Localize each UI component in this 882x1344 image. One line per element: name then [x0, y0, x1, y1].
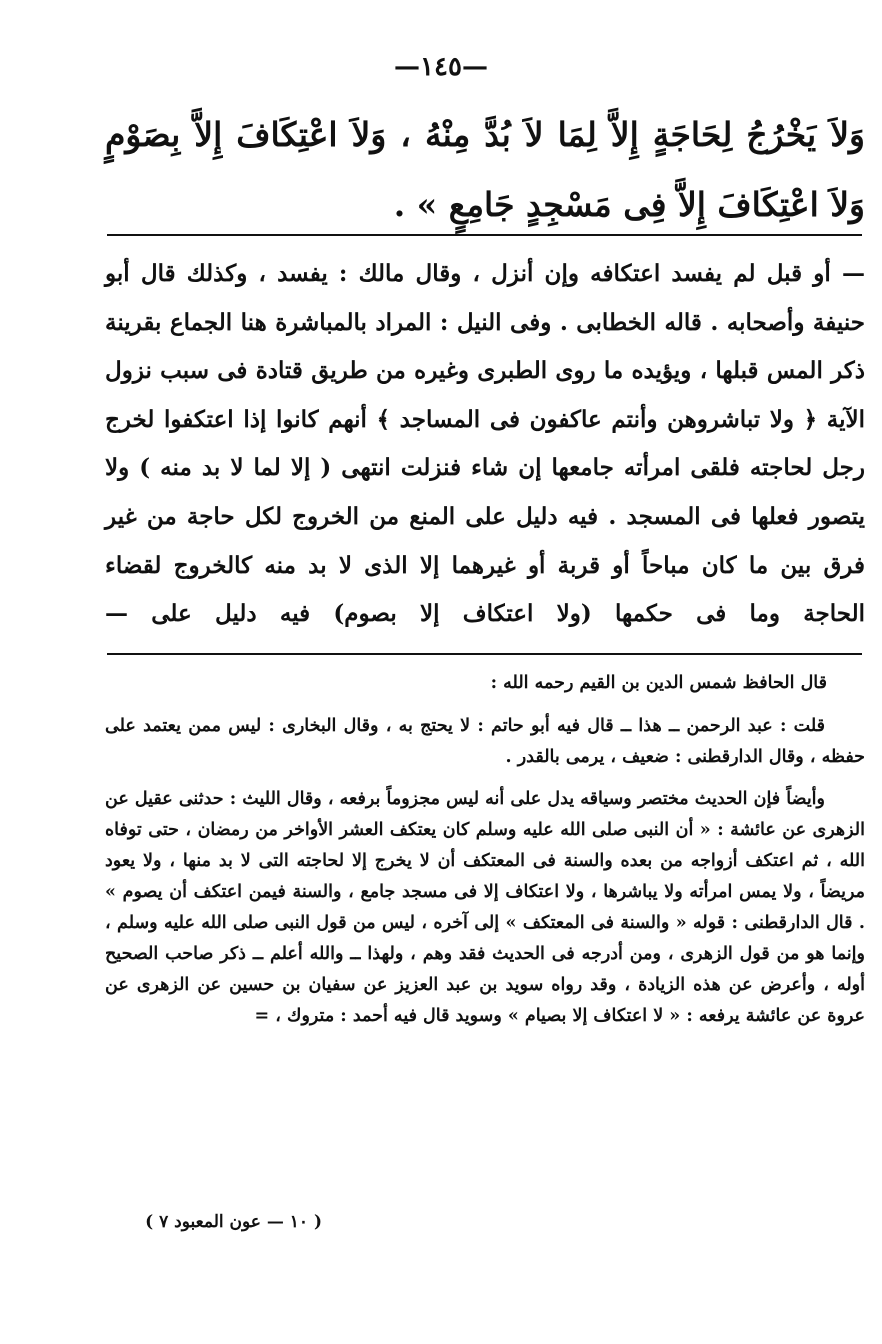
divider-middle — [107, 653, 862, 655]
ibn-qayyim-attribution: قال الحافظ شمس الدين بن القيم رحمه الله : — [490, 673, 827, 693]
ibn-qayyim-section — [105, 668, 865, 1032]
ibn-qayyim-paragraph-1: قلت : عبد الرحمن ــ هذا ــ قال فيه أبو حاتم : لا يحتج به ، وقال البخارى : ليس ممن يعتمد على حفظه ، وقال الدارقطنى : ضعيف ، يرمى بالقدر . — [105, 716, 865, 767]
page-number: —١٤٥— — [394, 52, 488, 82]
commentary-text: — أو قبل لم يفسد اعتكافه وإن أنزل ، وقال مالك : يفسد ، وكذلك قال أبو حنيفة وأصحابه . قاله الخطابى . وفى النيل : المراد بالمباشرة هنا الجماع بقرينة ذكر المس قبلها ، ويؤيده ما روى الطبرى وغيره من طريق قتادة فى سبب نزول الآية ﴿ ولا تباشروهن وأنتم عاكفون فى المساجد ﴾ أنهم كانوا إذا اعتكفوا لخرج رجل لحاجته فلقى امرأته جامعها إن شاء فنزلت انتهى ( إلا لما لا بد منه ) ولا يتصور فعلها فى المسجد . فيه دليل على المنع من الخروج لكل حاجة من غير فرق بين ما كان مباحاً أو قربة أو غيرهما إلا الذى لا بد منه كالخروج لقضاء الحاجة وما فى حكمها (ولا اعتكاف إلا بصوم) فيه دليل على — — [105, 260, 865, 628]
divider-top — [107, 234, 862, 236]
ibn-qayyim-paragraph-2: وأيضاً فإن الحديث مختصر وسياقه يدل على أنه ليس مجزوماً برفعه ، وقال الليث : حدثنى عقيل عن الزهرى عن عائشة : « أن النبى صلى الله عليه وسلم كان يعتكف العشر الأواخر من رمضان ، حتى توفاه الله ، ثم اعتكف أزواجه من بعده والسنة فى المعتكف أن لا يخرج إلا لحاجته التى لا بد منها ، ولا يعود مريضاً ، ولا يمس امرأته ولا يباشرها ، ولا اعتكاف إلا فى مسجد جامع ، والسنة فيمن اعتكف أن يصوم » . قال الدارقطنى : قوله « والسنة فى المعتكف » إلى آخره ، ليس من قول النبى صلى الله عليه وسلم ، وإنما هو من قول الزهرى ، ومن أدرجه فى الحديث فقد وهم ، ولهذا ــ والله أعلم ــ ذكر صاحب الصحيح أوله ، وأعرض عن هذه الزيادة ، وقد رواه سويد بن عبد العزيز عن سفيان بن حسين عن الزهرى عن عروة عن عائشة يرفعه : « لا اعتكاف إلا بصيام » وسويد قال فيه أحمد : متروك ، = — [105, 789, 865, 1026]
hadith-text: وَلاَ يَخْرُجُ لِحَاجَةٍ إِلاَّ لِمَا لاَ بُدَّ مِنْهُ ، وَلاَ اعْتِكَافَ إِلاَّ بِصَوْمٍ وَلاَ اعْتِكَافَ إِلاَّ فِى مَسْجِدٍ جَامِعٍ » . — [105, 115, 865, 224]
volume-signature: ( ١٠ — عون المعبود ٧ ) — [145, 1212, 322, 1232]
